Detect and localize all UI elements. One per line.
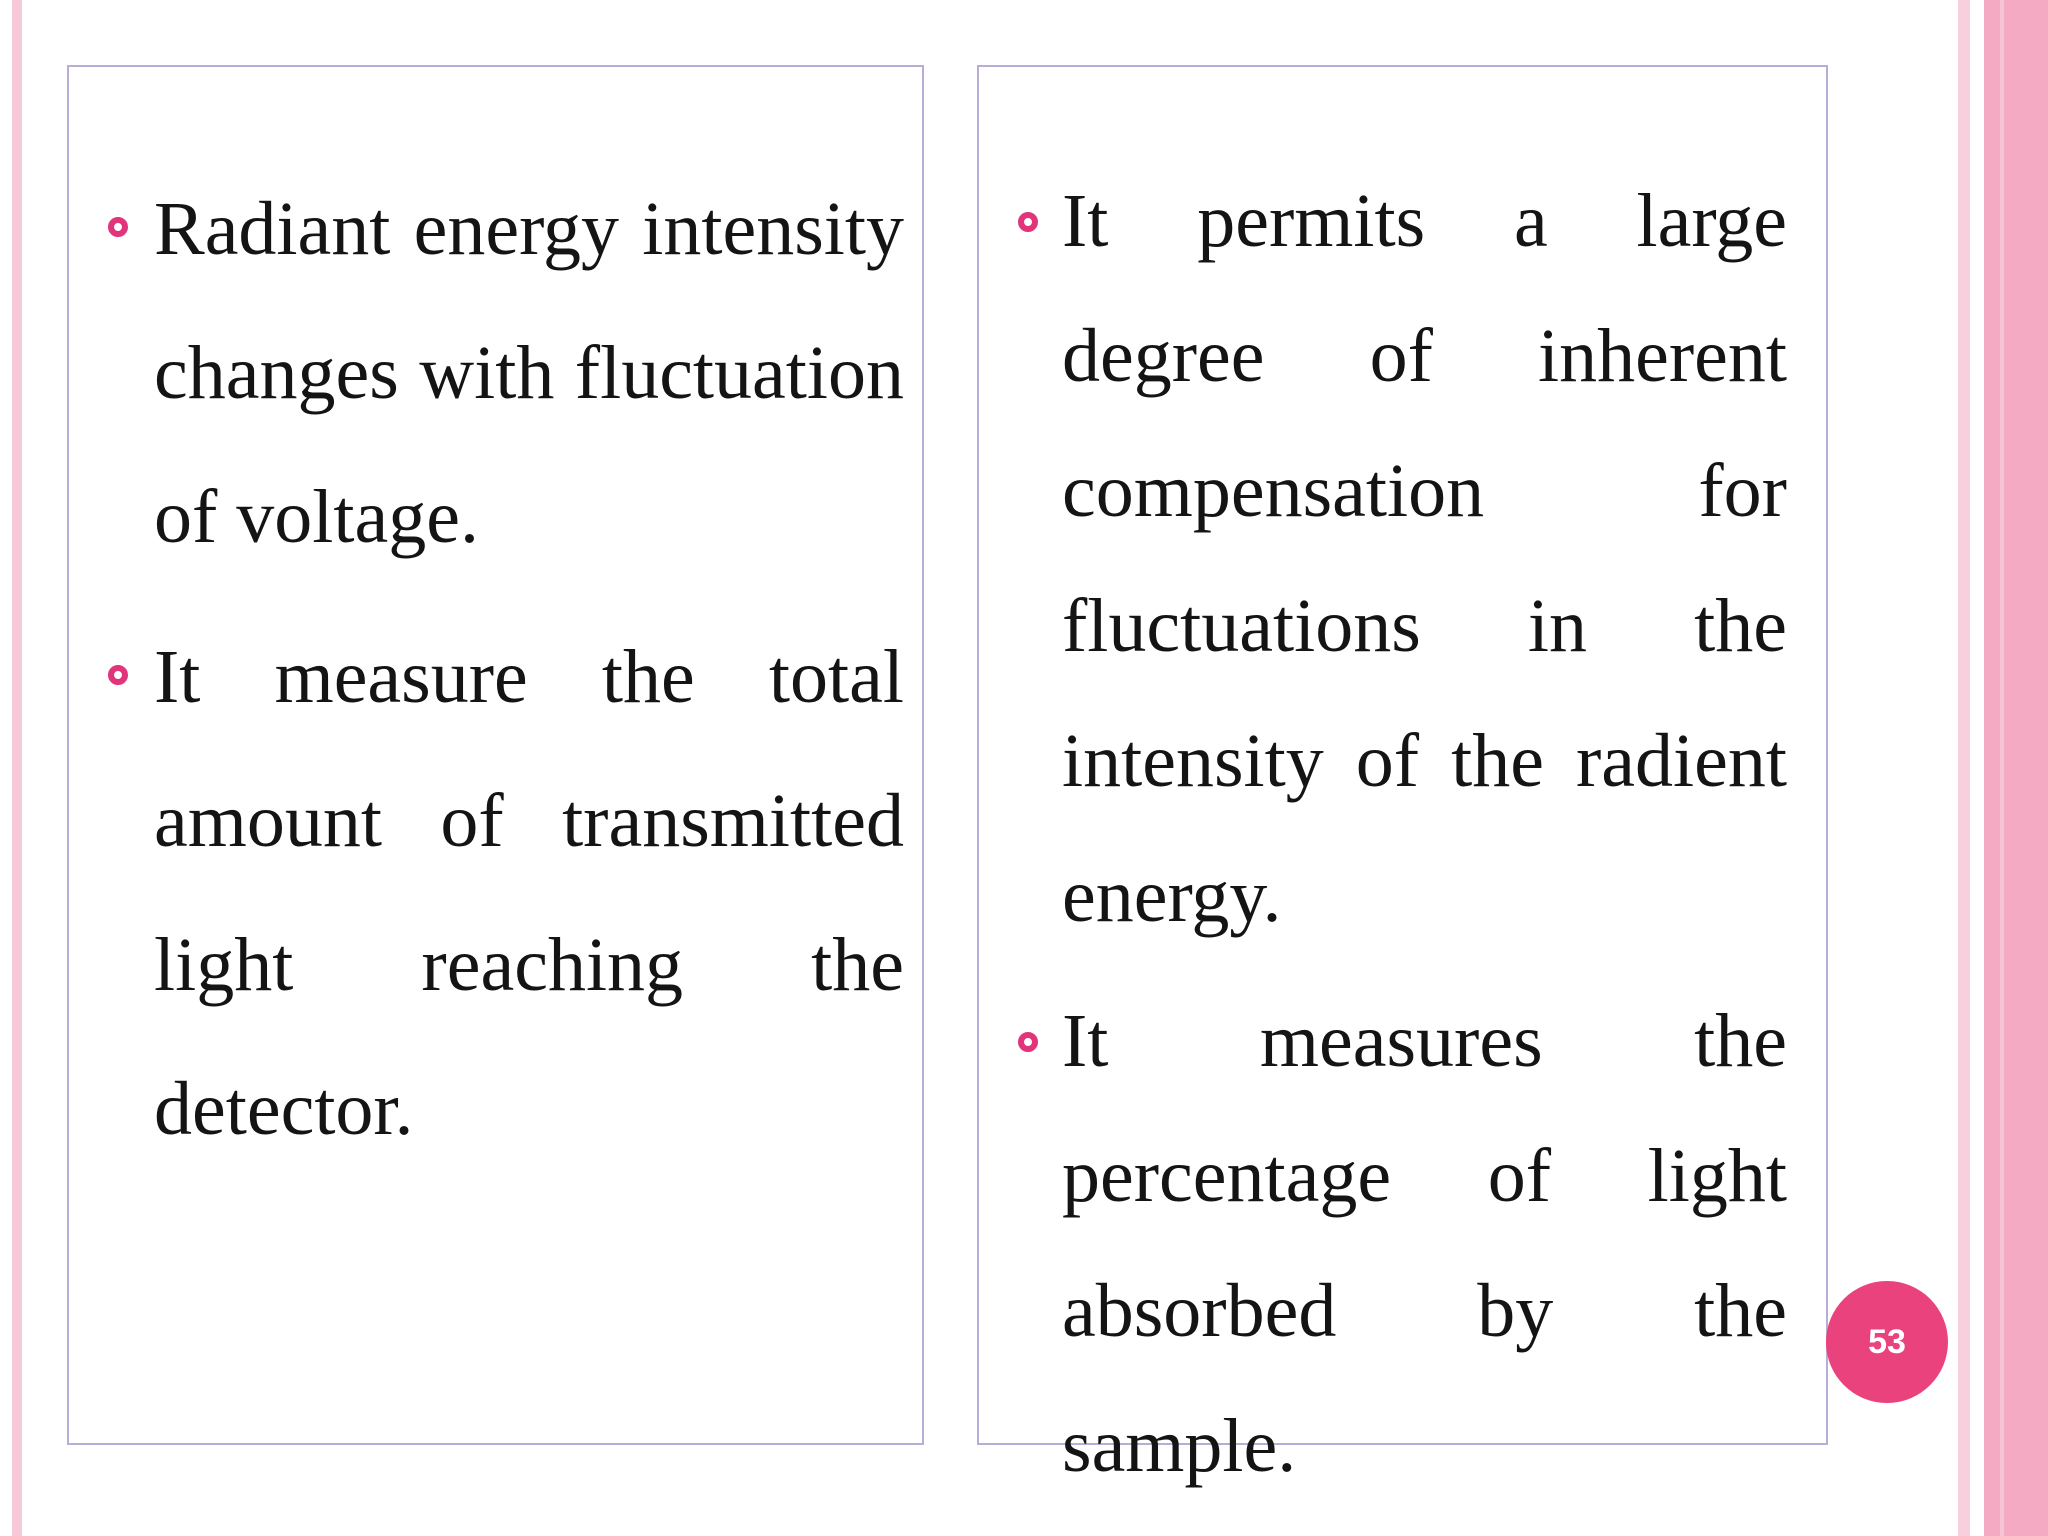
bullet-ring-icon — [93, 645, 143, 705]
right-content-panel — [977, 65, 1828, 1488]
bullet-ring-icon — [93, 197, 143, 257]
left-decorative-stripe — [12, 0, 22, 1536]
page-number-badge: 53 — [1826, 1281, 1948, 1403]
bullet-ring-icon — [1003, 1012, 1053, 1072]
right-decorative-band — [1958, 0, 1970, 1536]
left-content-panel — [67, 65, 924, 1445]
right-decorative-line — [2000, 0, 2004, 1536]
right-decorative-edge — [1984, 0, 2048, 1536]
bullet-text: It measures the percentage of light absorbed by the sample. — [1062, 999, 1787, 1488]
bullet-text: Radiant energy intensity changes with fluctuation of voltage. — [154, 187, 904, 559]
bullet-ring-icon — [1003, 192, 1053, 252]
bullet-text: It permits a large degree of inherent compensation for fluctuations in the intensity of the radient energy. — [1062, 179, 1787, 938]
bullet-text: It measure the total amount of transmitted light reaching the detector. — [154, 635, 904, 1151]
